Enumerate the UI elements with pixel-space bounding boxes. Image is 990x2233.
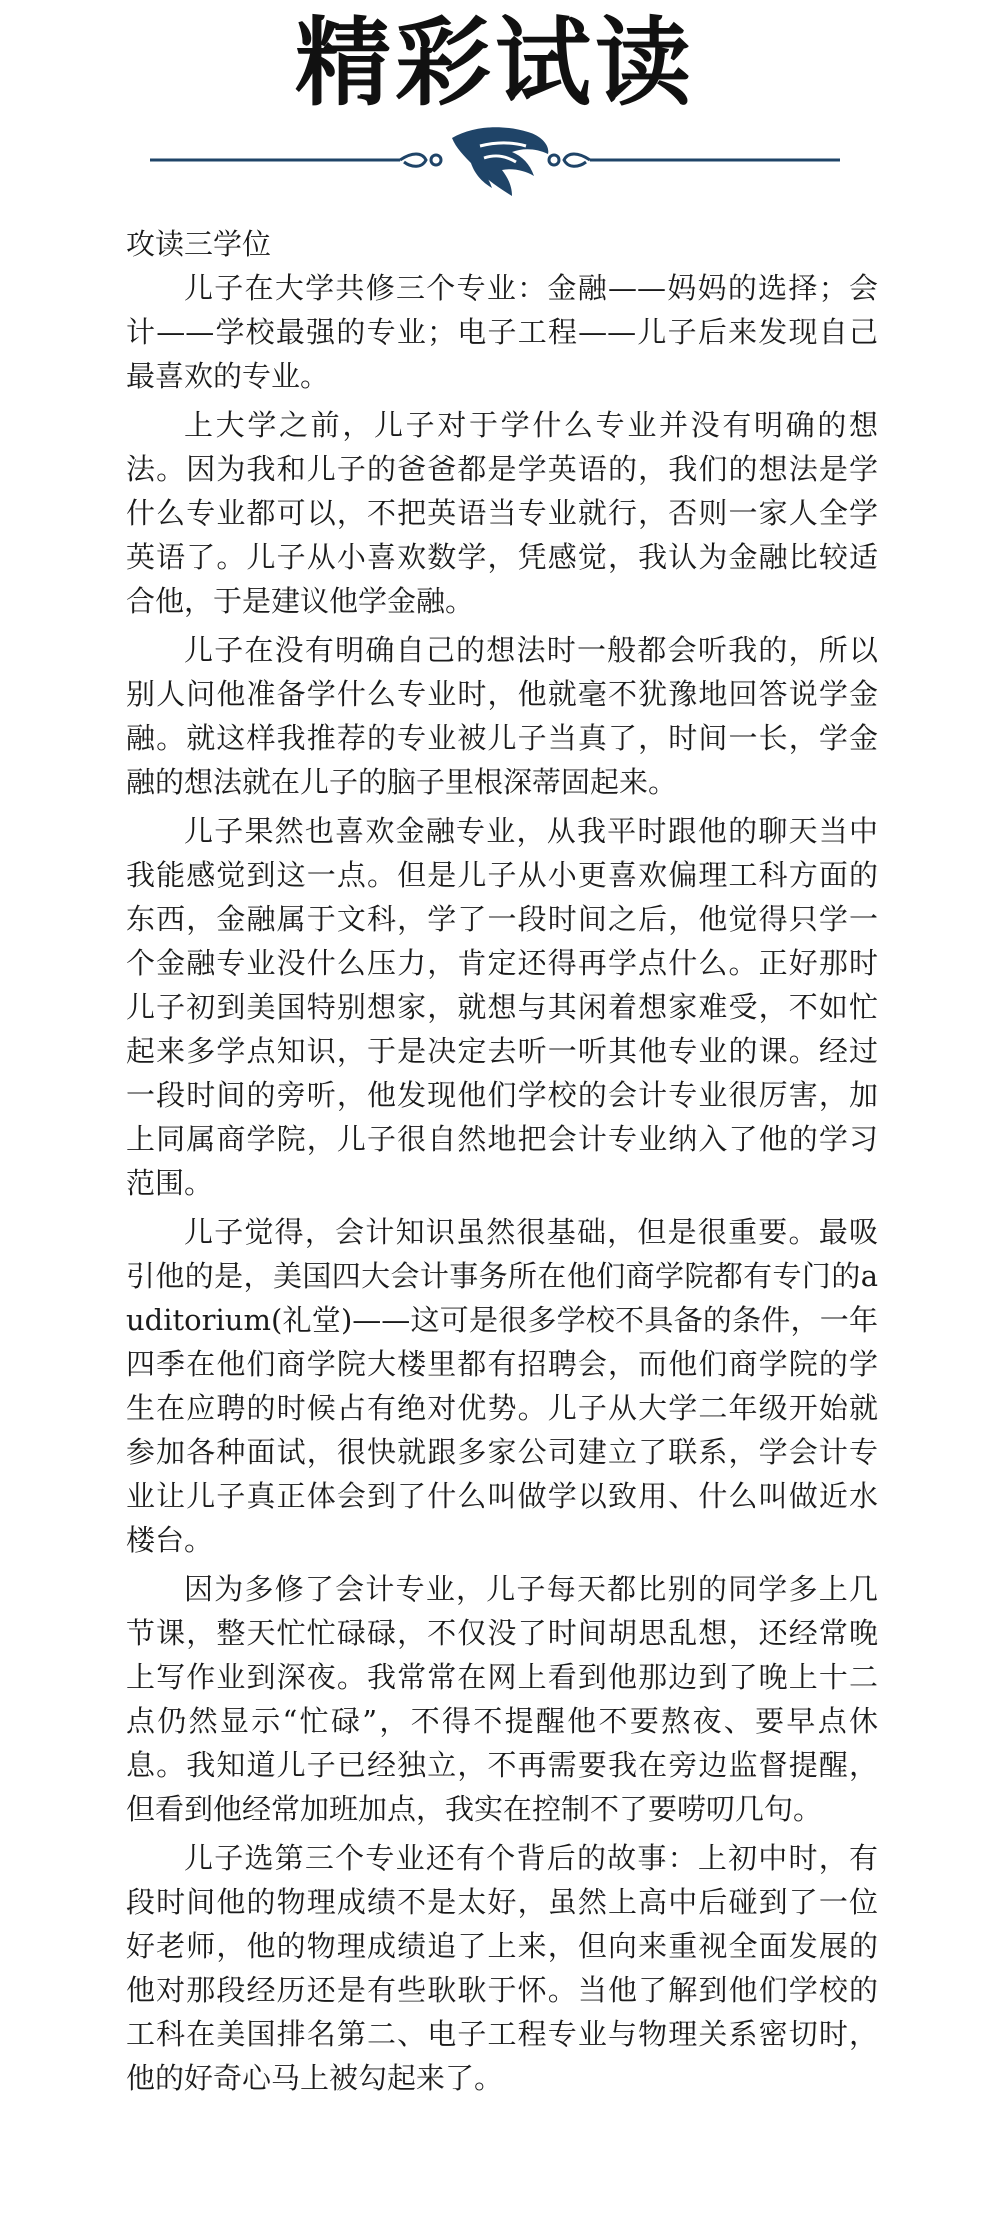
article-paragraph: 儿子选第三个专业还有个背后的故事：上初中时，有段时间他的物理成绩不是太好，虽然上高中后碰到了一位好老师，他的物理成绩追了上来，但向来重视全面发展的他对那段经历还是有些耿耿于怀。当他了解到他们学校的工科在美国排名第二、电子工程专业与物理关系密切时，他的好奇心马上被勾起来了。 bbox=[126, 1841, 878, 2095]
article-heading: 攻读三学位 bbox=[126, 227, 272, 261]
banner bbox=[0, 0, 990, 220]
article bbox=[126, 222, 878, 2105]
article-paragraph: 儿子果然也喜欢金融专业，从我平时跟他的聊天当中我能感觉到这一点。但是儿子从小更喜欢偏理工科方面的东西，金融属于文科，学了一段时间之后，他觉得只学一个金融专业没什么压力，肯定还得再学点什么。正好那时儿子初到美国特别想家，就想与其闲着想家难受，不如忙起来多学点知识，于是决定去听一听其他专业的课。经过一段时间的旁听，他发现他们学校的会计专业很厉害，加上同属商学院，儿子很自然地把会计专业纳入了他的学习范围。 bbox=[126, 814, 878, 1200]
article-paragraph: 儿子在没有明确自己的想法时一般都会听我的，所以别人问他准备学什么专业时，他就毫不犹豫地回答说学金融。就这样我推荐的专业被儿子当真了，时间一长，学金融的想法就在儿子的脑子里根深蒂固起来。 bbox=[126, 633, 878, 799]
article-paragraph: 因为多修了会计专业，儿子每天都比别的同学多上几节课，整天忙忙碌碌，不仅没了时间胡思乱想，还经常晚上写作业到深夜。我常常在网上看到他那边到了晚上十二点仍然显示“忙碌”，不得不提醒他不要熬夜、要早点休息。我知道儿子已经独立，不再需要我在旁边监督提醒，但看到他经常加班加点，我实在控制不了要唠叨几句。 bbox=[126, 1572, 878, 1826]
article-paragraph: 上大学之前，儿子对于学什么专业并没有明确的想法。因为我和儿子的爸爸都是学英语的，我们的想法是学什么专业都可以，不把英语当专业就行，否则一家人全学英语了。儿子从小喜欢数学，凭感觉，我认为金融比较适合他，于是建议他学金融。 bbox=[126, 408, 878, 618]
article-paragraph: 儿子觉得，会计知识虽然很基础，但是很重要。最吸引他的是，美国四大会计事务所在他们商学院都有专门的auditorium(礼堂)——这可是很多学校不具备的条件，一年四季在他们商学院大楼里都有招聘会，而他们商学院的学生在应聘的时候占有绝对优势。儿子从大学二年级开始就参加各种面试，很快就跟多家公司建立了联系，学会计专业让儿子真正体会到了什么叫做学以致用、什么叫做近水楼台。 bbox=[126, 1215, 878, 1557]
banner-title: 精彩试读 bbox=[295, 6, 695, 119]
eagle-ornament-icon bbox=[150, 120, 840, 200]
article-paragraph: 儿子在大学共修三个专业：金融——妈妈的选择；会计——学校最强的专业；电子工程——儿子后来发现自己最喜欢的专业。 bbox=[126, 271, 878, 393]
